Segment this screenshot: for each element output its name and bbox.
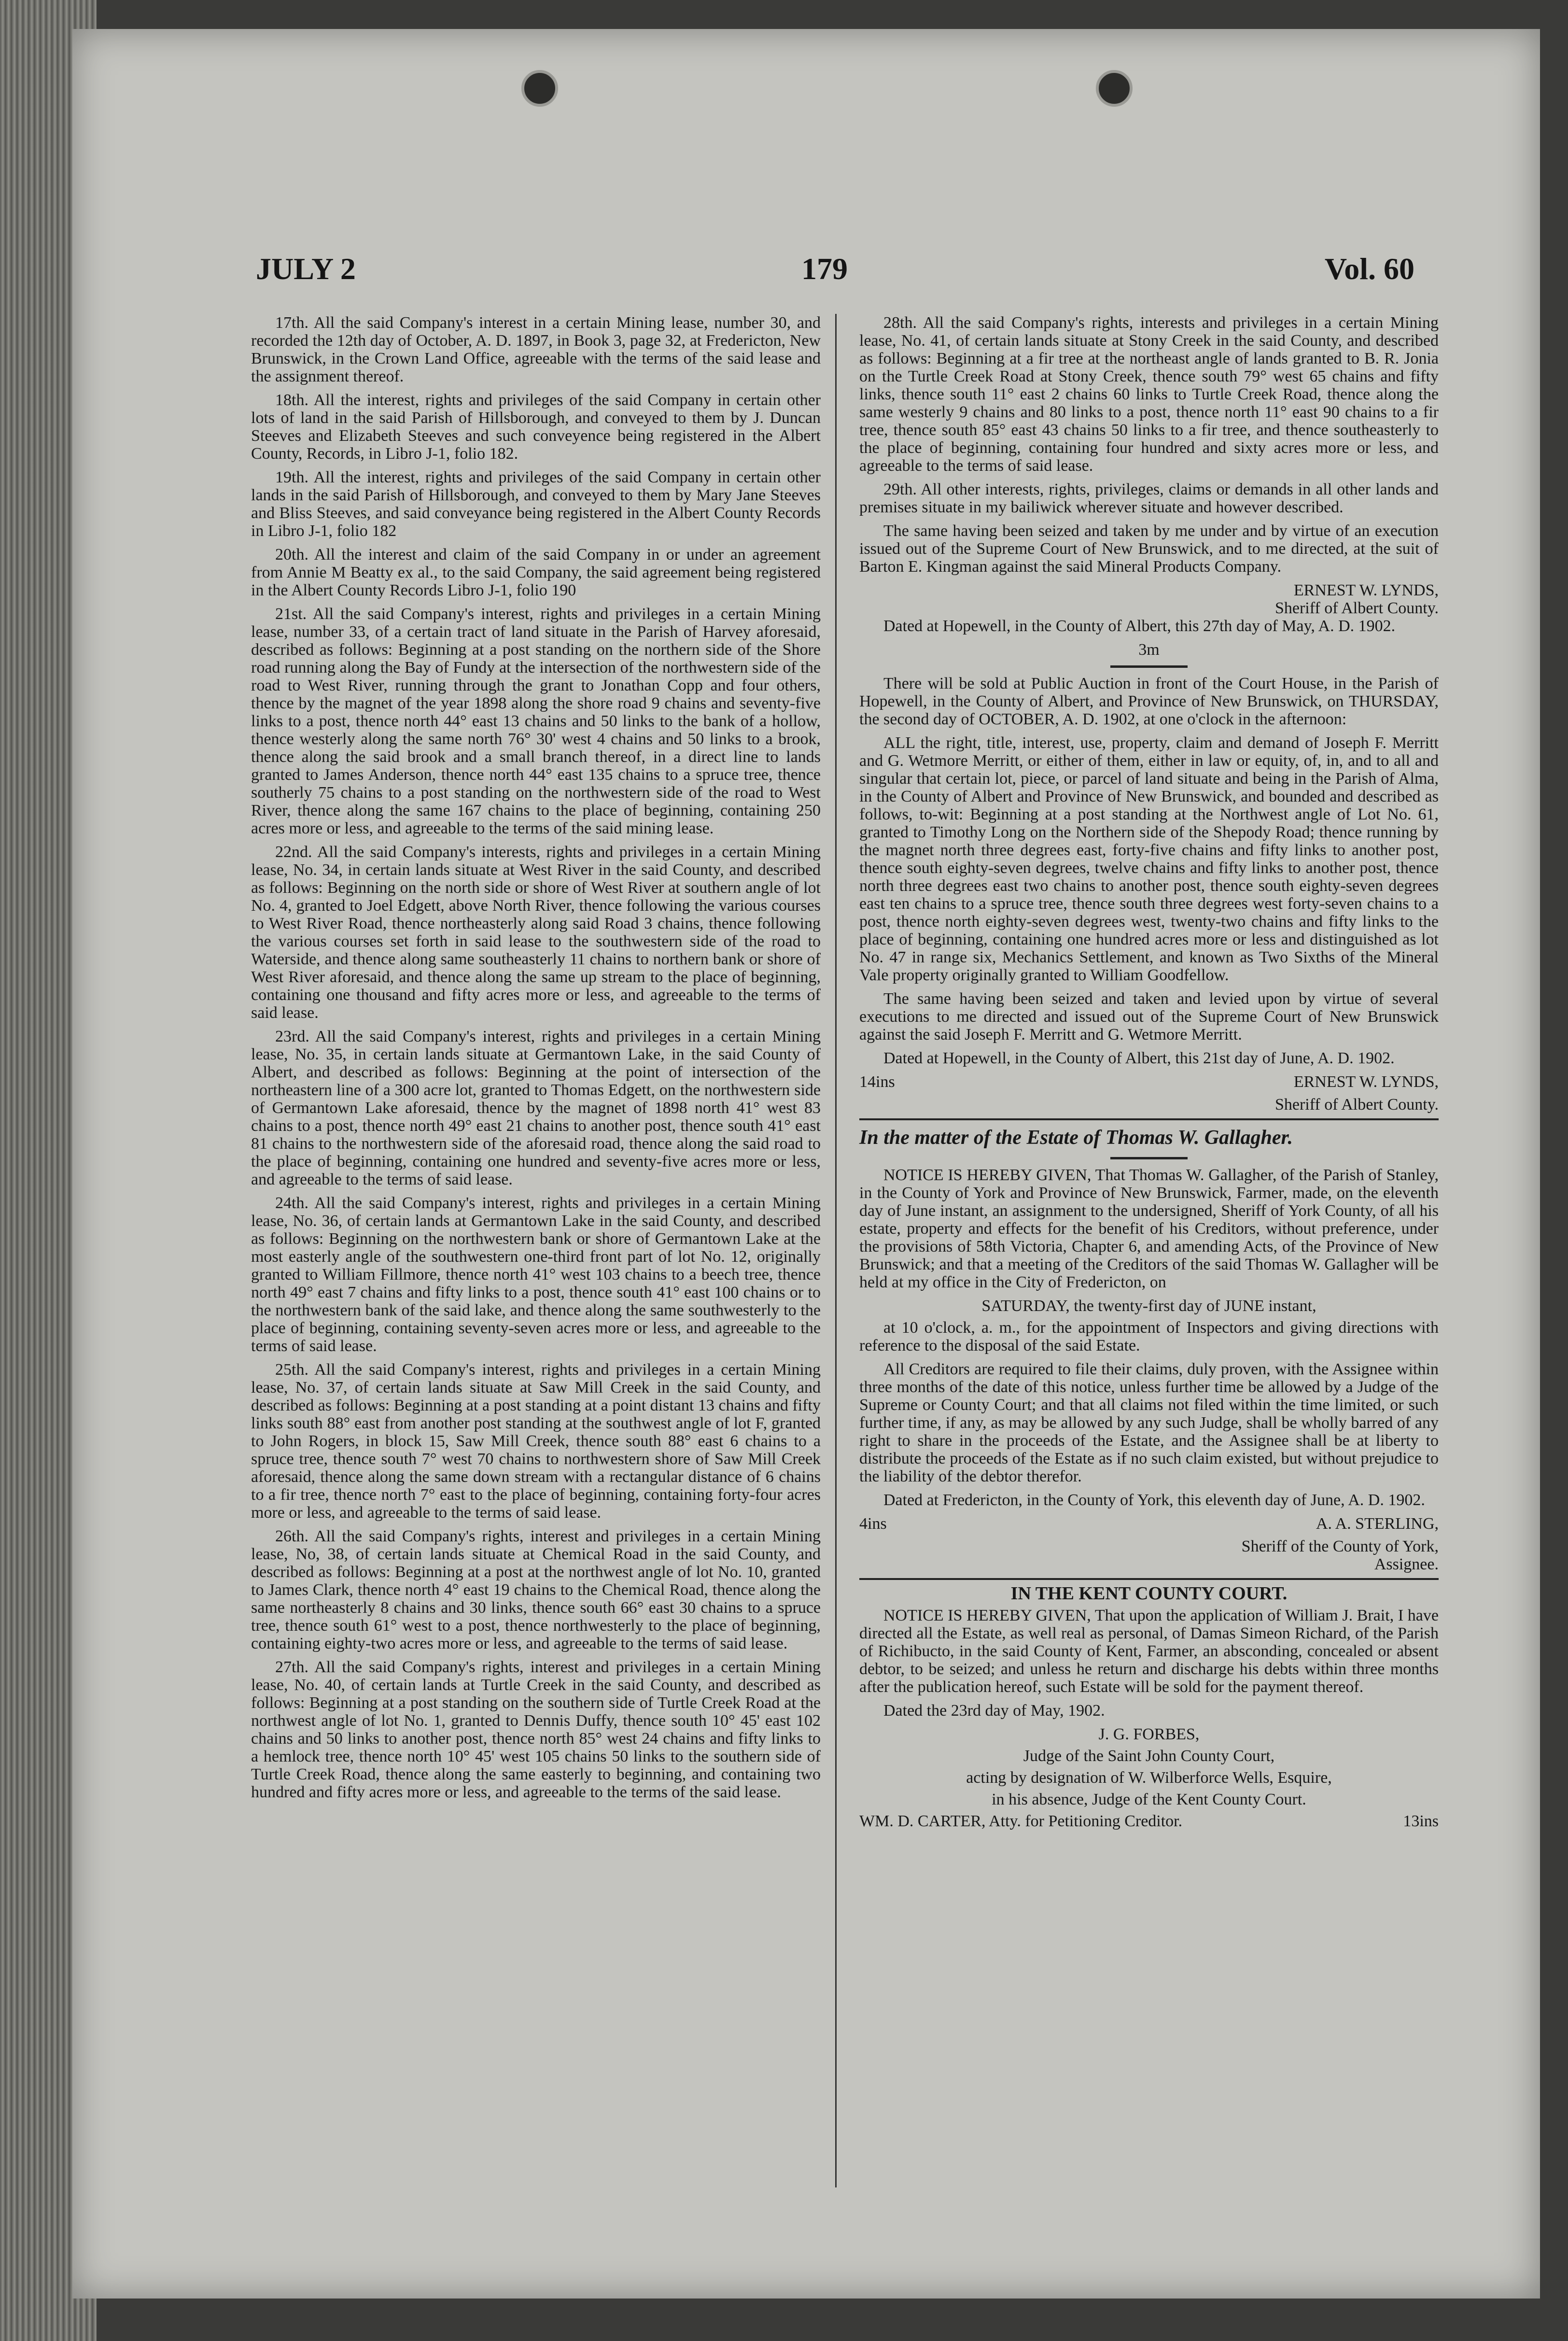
sheriff-title: Sheriff of Albert County. <box>1274 599 1439 617</box>
page-header <box>256 251 1414 309</box>
left-column <box>251 314 821 1807</box>
dated-line: Dated the 23rd day of May, 1902. <box>883 1702 1105 1720</box>
lease-paragraph: 18th. All the interest, rights and privileges of the said Company in certain other lots of land in the said Parish of Hillsborough, and conveyed to them by J. Duncan Steeves and Elizabeth Steeves and such conveyence being registered in the Albert County, Records, in Libro J-1, folio 182. <box>251 391 821 463</box>
judge-line: in his absence, Judge of the Kent County Court. <box>992 1791 1306 1808</box>
lease-paragraph: 29th. All other interests, rights, privileges, claims or demands in all other lands and premises situate in my bailiwick wherever situate and however described. <box>859 480 1439 516</box>
lease-paragraph: 20th. All the interest and claim of the said Company in or under an agreement from Annie M Beatty ex al., to the said Company, the said agreement being registered in the Albert County Records Libro J-1, folio 190 <box>251 546 821 599</box>
dated-line: Dated at Fredericton, in the County of York, this eleventh day of June, A. D. 1902. <box>883 1491 1425 1509</box>
meeting-date: SATURDAY, the twenty-first day of JUNE instant, <box>981 1297 1316 1315</box>
lease-paragraph: 28th. All the said Company's rights, interests and privileges in a certain Mining lease, No. 41, of certain lands situate at Stony Creek in the said County, and described as follows: Beginning at a fir tree at the northeast angle of lands granted to B. R. Jonia on the Turtle Creek Road at Stony Creek, thence south 79° west 65 chains and fifty links, thence south 11° east 2 chains 60 links to Turtle Creek Road, thence along the same westerly 9 chains and 80 links to a post, thence north 11° east 90 chains to a fir tree, thence south 85° east 43 chains 50 links to a fir tree, and thence southeasterly to the place of beginning, containing four hundred and sixty acres more or less, and agreeable to the terms of said lease. <box>859 314 1439 475</box>
gallagher-notice: NOTICE IS HEREBY GIVEN, That Thomas W. Gallagher, of the Parish of Stanley, in the County of York and Province of New Brunswick, Farmer, made, on the eleventh day of June instant, an assignment to the undersigned, Sheriff of York County, of all his estate, property and effects for the benefit of his Creditors, without preference, under the provisions of 58th Victoria, Chapter 6, and amending Acts, of the Province of New Brunswick; and that a meeting of the Creditors of the said Thomas W. Gallagher will be held at my office in the City of Fredericton, on <box>859 1166 1439 1291</box>
lease-paragraph: 25th. All the said Company's interest, rights and privileges in a certain Mining lease, No. 37, of certain lands situate at Saw Mill Creek in the said County, and described as follows: Beginning at a post standing at a point distant 13 chains and fifty links south 88° east from another post standing at the southwest angle of lot F, granted to John Rogers, in block 15, Saw Mill Creek, thence south 88° east 6 chains to a spruce tree, thence south 7° west 70 chains to northwestern shore of Saw Mill Creek aforesaid, thence along the same down stream with a rectangular distance of 6 chains to a fir tree, thence north 7° east to the place of beginning, containing forty-four acres more or less, and agreeable to the terms of said lease. <box>251 1361 821 1522</box>
column-divider <box>835 314 837 2187</box>
auction-seized: The same having been seized and taken and levied upon by virtue of several executions to me directed and issued out of the Supreme Court of New Brunswick against the said Joseph F. Merritt and G. Wetmore Merritt. <box>859 990 1439 1044</box>
section-rule <box>1110 665 1188 668</box>
lease-paragraph: 21st. All the said Company's interest, rights and privileges in a certain Mining lease, number 33, of a certain tract of land situate in the Parish of Harvey aforesaid, described as follows: Beginning at a post standing on the northern side of the Shore road running along the Bay of Fundy at the intersection of the northwestern side of the road to West River, running through the grant to Jonathan Copp and four others, thence by the magnet of the year 1898 along the shore road 9 chains and seventy-five links to a post, thence north 44° east 13 chains and 50 links to the bank of a hollow, thence westerly along the same north 76° 30' west 4 chains and 50 links to a brook, thence along the said brook and a small branch thereof, in a direct line to lands granted to James Anderson, thence north 44° east 135 chains to a spruce tree, thence southerly 75 chains to a post standing on the northwestern side of the road to West River, thence along the same 167 chains to the place of beginning, containing 250 acres more or less, and agreeable to the terms of the said mining lease. <box>251 605 821 837</box>
header-date: JULY 2 <box>256 252 356 286</box>
auction-body: ALL the right, title, interest, use, property, claim and demand of Joseph F. Merritt and G. Wetmore Merritt, or either of them, either in law or equity, of, in, and to all and singular that certain lot, piece, or parcel of land situate and being in the Parish of Alma, in the County of Albert and Province of New Brunswick, and bounded and described as follows, to-wit: Beginning at a post standing at the Northwest angle of Lot No. 61, granted to Timothy Long on the Northern side of the Shepody Road; thence running by the magnet north three degrees east, forty-five chains and fifty links to another post, thence south eighty-seven degrees, twelve chains and fifty links to another post, thence north three degrees east two chains to another post, thence south eighty-seven degrees east ten chains to a spruce tree, thence south three degrees west forty-seven chains to a post, thence north eighty-seven degrees west, twenty-two chains and fifty links to the place of beginning, containing one hundred acres more or less and distinguished as lot No. 47 in range six, Mechanics Settlement, and known as Two Sixths of the Mineral Vale property originally granted to William Goodfellow. <box>859 734 1439 984</box>
kent-notice: NOTICE IS HEREBY GIVEN, That upon the application of William J. Brait, I have directed all the Estate, as well real as personal, of Damas Simeon Richard, of the Parish of Richibucto, in the said County of Kent, Farmer, an absconding, concealed or absent debtor, to be seized; and unless he return and discharge his debts within three months after the publication hereof, such Estate will be sold for the payment thereof. <box>859 1607 1439 1696</box>
auction-intro: There will be sold at Public Auction in front of the Court House, in the Parish of Hopewell, in the County of Albert, and Province of New Brunswick, on THURSDAY, the second day of OCTOBER, A. D. 1902, at one o'clock in the afternoon: <box>859 675 1439 728</box>
lease-paragraph: 19th. All the interest, rights and privileges of the said Company in certain other lands in the said Parish of Hillsborough, and conveyed to them by Mary Jane Steeves and Bliss Steeves, and said conveyance being registered in the Albert County Records in Libro J-1, folio 182 <box>251 468 821 540</box>
signature-row <box>859 1515 1439 1533</box>
judge-line: Judge of the Saint John County Court, <box>1023 1747 1275 1765</box>
seizure-paragraph: The same having been seized and taken by me under and by virtue of an execution issued out of the Supreme Court of New Brunswick, and to me directed, at the suit of Barton E. Kingman against the said Mineral Products Company. <box>859 522 1439 576</box>
dated-line: Dated at Hopewell, in the County of Albert, this 27th day of May, A. D. 1902. <box>883 617 1396 635</box>
gallagher-heading: In the matter of the Estate of Thomas W. Gallagher. <box>859 1127 1293 1149</box>
section-rule <box>1110 1157 1188 1159</box>
kent-court-heading: IN THE KENT COUNTY COURT. <box>1010 1583 1288 1604</box>
assignee-label: Assignee. <box>1374 1555 1439 1573</box>
creditors-paragraph: All Creditors are required to file their claims, duly proven, with the Assignee within three months of the date of this notice, unless further time be allowed by a Judge of the Supreme or County Court; and that all claims not filed within the time limited, or such further time, if any, as may be allowed by any such Judge, shall be wholly barred of any right to share in the proceeds of the Estate, and the Assignee shall be at liberty to distribute the proceeds of the Estate as if no such claim existed, but without prejudice to the liability of the debtor therefor. <box>859 1360 1439 1485</box>
sheriff-name: ERNEST W. LYNDS, <box>1293 581 1439 599</box>
judge-name: J. G. FORBES, <box>1098 1725 1200 1743</box>
punch-hole <box>521 70 558 107</box>
lease-paragraph: 27th. All the said Company's rights, interest and privileges in a certain Mining lease, No. 40, of certain lands at Turtle Creek in the said County, and described as follows: Beginning at a post standing on the southern side of Turtle Creek Road at the northwest angle of lot No. 1, granted to Dennis Duffy, thence south 10° 45' east 102 chains and 50 links to another post, thence north 85° west 24 chains and fifty links to a hemlock tree, thence north 10° 45' west 105 chains 50 links to the southern side of Turtle Creek Road, thence along the same easterly to beginning, and containing two hundred and fifty acres more or less, and agreeable to the terms of the said lease. <box>251 1658 821 1801</box>
judge-line: acting by designation of W. Wilberforce Wells, Esquire, <box>966 1769 1332 1787</box>
insertion-count: 13ins <box>1403 1812 1439 1830</box>
insertion-count: 14ins <box>859 1073 895 1091</box>
dated-line: Dated at Hopewell, in the County of Albert, this 21st day of June, A. D. 1902. <box>883 1049 1395 1067</box>
sheriff-title: Sheriff of Albert County. <box>1274 1096 1439 1114</box>
section-rule <box>859 1578 1439 1580</box>
lease-paragraph: 26th. All the said Company's rights, interest and privileges in a certain Mining lease, No, 38, of certain lands situate at Chemical Road in the said County, and described as follows: Beginning at a post at the northwest angle of lot No. 10, granted to James Clark, thence north 4° east 19 chains to the Chemical Road, thence along the same northeasterly 8 chains and 30 links, thence south 66° east 30 chains to a spruce tree, thence south 61° west to a post, thence northwesterly to the place of beginning, containing eighty-two acres more or less, and agreeable to the terms of said lease. <box>251 1527 821 1652</box>
sheriff-name: A. A. STERLING, <box>1316 1515 1439 1533</box>
right-column <box>859 314 1439 1835</box>
sheriff-name: ERNEST W. LYNDS, <box>1293 1073 1439 1091</box>
punch-hole <box>1096 70 1133 107</box>
attorney-line: WM. D. CARTER, Atty. for Petitioning Creditor. <box>859 1812 1183 1830</box>
sheriff-title: Sheriff of the County of York, <box>1241 1537 1439 1555</box>
signature-row <box>859 1812 1439 1830</box>
meeting-time: at 10 o'clock, a. m., for the appointment of Inspectors and giving directions with reference to the disposal of the said Estate. <box>859 1319 1439 1354</box>
lease-paragraph: 23rd. All the said Company's interest, rights and privileges in a certain Mining lease, No. 35, in certain lands situate at Germantown Lake, in the said County of Albert, and described as follows: Beginning at the point of intersection of the northeastern line of a 300 acre lot, granted to Thomas Edgett, on the northwestern side of Germantown Lake aforesaid, thence by the magnet of 1898 north 41° west 83 chains to a post, thence north 49° east 21 chains to another post, thence south 41° east 81 chains to the northwestern side of the aforesaid road, thence along the said road to the place of beginning, containing one hundred and seventy-five acres more or less, and agreeable to the terms of said lease. <box>251 1028 821 1188</box>
insertion-count: 4ins <box>859 1515 887 1533</box>
insertion-count: 3m <box>1138 641 1160 659</box>
volume-number: Vol. 60 <box>1324 252 1414 286</box>
signature-row <box>859 1073 1439 1091</box>
lease-paragraph: 22nd. All the said Company's interests, rights and privileges in a certain Mining lease, No. 34, in certain lands situate at West River in the said County, and described as follows: Beginning on the north side or shore of West River at southern angle of lot No. 4, granted to Joel Edgett, above North River, thence following the various courses to West River Road, thence northeasterly along said Road 3 chains, thence following the various courses set forth in said lease to the southwestern side of the road to Waterside, and thence along same southeasterly 11 chains to northern bank or shore of West River aforesaid, and thence along the same up stream to the place of beginning, containing one thousand and fifty acres more or less, and agreeable to the terms of said lease. <box>251 843 821 1022</box>
lease-paragraph: 17th. All the said Company's interest in a certain Mining lease, number 30, and recorded the 12th day of October, A. D. 1897, in Book 3, page 32, at Fredericton, New Brunswick, in the Crown Land Office, agreeable with the terms of the said lease and the assignment thereof. <box>251 314 821 385</box>
lease-paragraph: 24th. All the said Company's interest, rights and privileges in a certain Mining lease, No. 36, of certain lands at Germantown Lake in the said County, and described as follows: Beginning on the northwestern bank or shore of Germantown Lake at the most easterly angle of the southwestern one-third front part of lot No. 12, originally granted to William Fillmore, thence north 41° west 103 chains to a beech tree, thence north 49° east 7 chains and fifty links to a post, thence south 41° east 100 chains or to the northwestern bank of the said lake, and thence along the same southwesterly to the place of beginning, containing seventy-seven acres more or less, and agreeable to the terms of said lease. <box>251 1194 821 1355</box>
section-rule <box>859 1118 1439 1120</box>
page-number: 179 <box>801 252 848 286</box>
